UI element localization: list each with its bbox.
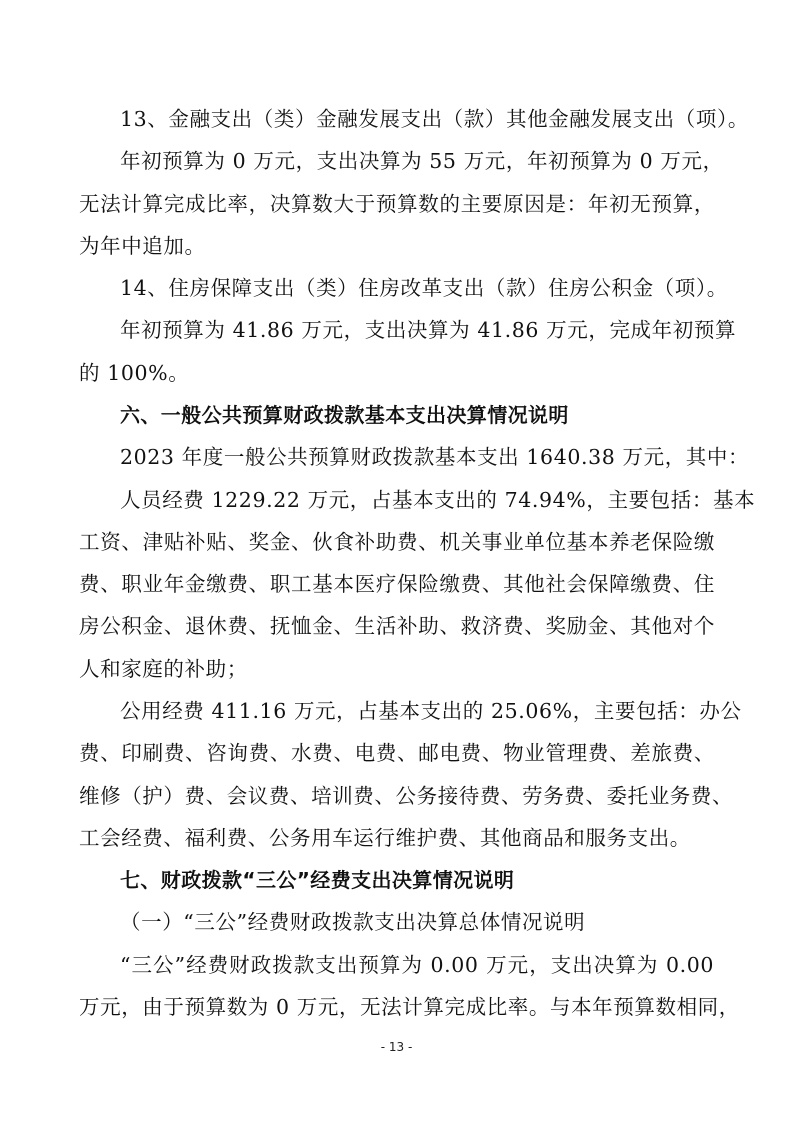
paragraph-item-14-title: 14、住房保障支出（类）住房改革支出（款）住房公积金（项）。 [120,276,728,300]
paragraph-three-public-line-1: “三公”经费财政拨款支出预算为 0.00 万元，支出决算为 0.00 [120,953,714,977]
paragraph-public-line-4: 工会经费、福利费、公务用车运行维护费、其他商品和服务支出。 [79,826,691,850]
paragraph-public-line-2: 费、印刷费、咨询费、水费、电费、邮电费、物业管理费、差旅费、 [79,741,715,765]
section-heading-seven: 七、财政拨款“三公”经费支出决算情况说明 [120,868,515,892]
paragraph-item-14-line-1: 年初预算为 41.86 万元，支出决算为 41.86 万元，完成年初预算 [120,318,737,342]
paragraph-basic-expenditure: 2023 年度一般公共预算财政拨款基本支出 1640.38 万元，其中： [120,445,750,469]
paragraph-personnel-line-3: 费、职业年金缴费、职工基本医疗保险缴费、其他社会保障缴费、住 [79,572,715,596]
subsection-heading-one: （一）“三公”经费财政拨款支出决算总体情况说明 [120,910,586,934]
paragraph-item-13-line-3: 为年中追加。 [79,234,206,258]
paragraph-personnel-line-1: 人员经费 1229.22 万元，占基本支出的 74.94%，主要包括：基本 [120,488,756,512]
paragraph-public-line-1: 公用经费 411.16 万元，占基本支出的 25.06%，主要包括：办公 [120,699,742,723]
paragraph-personnel-line-2: 工资、津贴补贴、奖金、伙食补助费、机关事业单位基本养老保险缴 [79,530,715,554]
section-heading-six: 六、一般公共预算财政拨款基本支出决算情况说明 [120,403,569,427]
paragraph-item-14-line-2: 的 100%。 [79,361,190,385]
paragraph-personnel-line-5: 人和家庭的补助； [79,657,248,681]
paragraph-public-line-3: 维修（护）费、会议费、培训费、公务接待费、劳务费、委托业务费、 [79,784,734,808]
paragraph-item-13-title: 13、金融支出（类）金融发展支出（款）其他金融发展支出（项）。 [120,107,749,131]
paragraph-three-public-line-2: 万元，由于预算数为 0 万元，无法计算完成比率。与本年预算数相同， [79,995,740,1019]
paragraph-item-13-line-2: 无法计算完成比率，决算数大于预算数的主要原因是：年初无预算， [79,192,715,216]
paragraph-item-13-line-1: 年初预算为 0 万元，支出决算为 55 万元，年初预算为 0 万元， [120,149,724,173]
page-number: - 13 - [380,1040,413,1054]
paragraph-personnel-line-4: 房公积金、退休费、抚恤金、生活补助、救济费、奖励金、其他对个 [79,614,715,638]
